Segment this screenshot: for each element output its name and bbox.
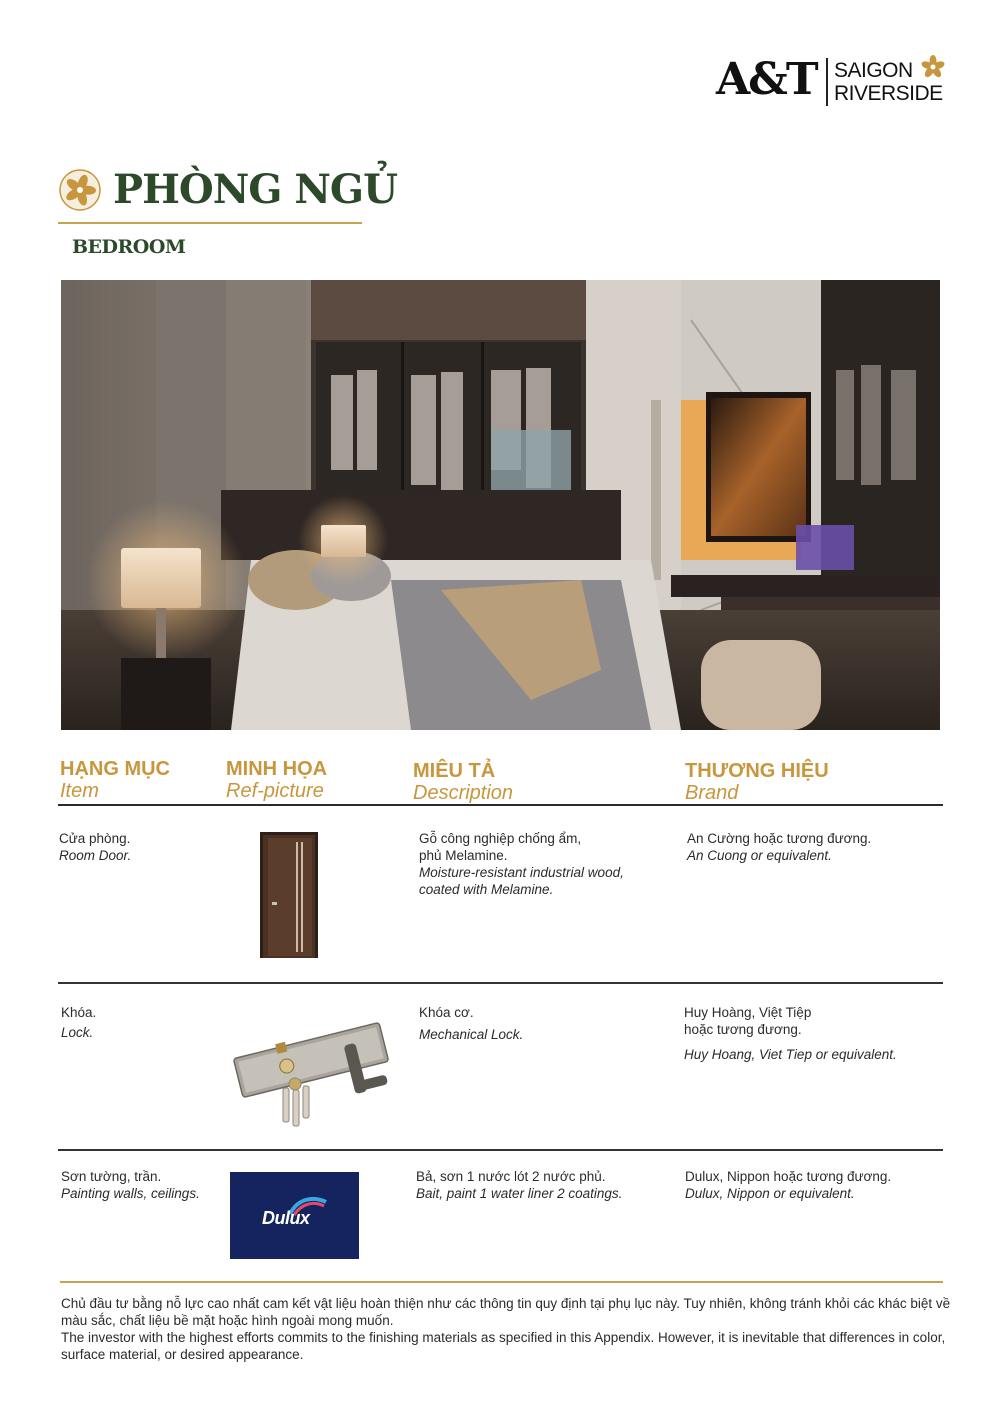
item-vn: Cửa phòng. [59,831,131,846]
table-row-door-brand [687,830,871,864]
item-en: Painting walls, ceilings. [61,1186,200,1201]
item-vn: Sơn tường, trần. [61,1169,162,1184]
header-brand-vn: THƯƠNG HIỆU [685,760,829,782]
table-row-door-description [419,830,624,898]
logo-line-2: RIVERSIDE [834,82,943,105]
row-divider [58,982,943,984]
logo-line-1: SAIGON [834,59,913,82]
desc-vn-line-1: Gỗ công nghiệp chống ẩm, [419,831,582,846]
lock-image [228,1000,396,1136]
header-description-en: Description [413,782,514,804]
footnote [61,1295,951,1363]
brand-vn: Dulux, Nippon hoặc tương đương. [685,1169,892,1184]
header-ref-picture-en: Ref-picture [226,780,324,802]
header-item [60,758,170,802]
footnote-en: The investor with the highest efforts commits to the finishing materials as specified in this Appendix. However, it is inevitable that differences in color, surface material, or desired appearance. [61,1330,946,1362]
item-en: Lock. [61,1025,94,1040]
item-vn: Khóa. [61,1005,97,1020]
logo-divider [826,58,828,106]
desc-en: Mechanical Lock. [419,1027,524,1042]
footnote-rule [60,1281,943,1283]
table-row-paint-description [416,1168,622,1202]
row-divider [58,1149,943,1151]
header-item-en: Item [60,780,99,802]
footnote-vn: Chủ đầu tư bằng nỗ lực cao nhất cam kết vật liệu hoàn thiện như các thông tin quy định tại phụ lục này. Tuy nhiên, không tránh khỏi các khác biệt về màu sắc, chất liệu bề mặt hoặc hình ngoài mong muốn. [61,1296,951,1328]
flower-badge-icon [58,168,102,212]
desc-vn: Khóa cơ. [419,1005,474,1020]
header-description [413,760,513,804]
flower-icon [920,54,946,80]
page-title: PHÒNG NGỦ [113,166,397,213]
dulux-logo [230,1172,359,1259]
brand-en: Dulux, Nippon or equivalent. [685,1186,855,1201]
bedroom-photo [61,280,940,730]
table-row-paint-brand [685,1168,891,1202]
header-brand-en: Brand [685,782,739,804]
desc-en-line-1: Moisture-resistant industrial wood, [419,865,624,880]
desc-vn-line-2: phủ Melamine. [419,848,508,863]
desc-en-line-2: coated with Melamine. [419,882,554,897]
header-description-vn: MIÊU TẢ [413,760,496,782]
table-header-rule [58,804,943,806]
desc-en: Bait, paint 1 water liner 2 coatings. [416,1186,623,1201]
brand-en: An Cuong or equivalent. [687,848,832,863]
table-row-door-item [59,830,131,864]
header-ref-picture [226,758,327,802]
page-subtitle: BEDROOM [72,236,186,258]
header-ref-picture-vn: MINH HỌA [226,758,328,780]
brand-en: Huy Hoang, Viet Tiep or equivalent. [684,1047,897,1062]
brand-vn: An Cường hoặc tương đương. [687,831,872,846]
item-en: Room Door. [59,848,132,863]
brand-logo [716,52,956,112]
title-underline [58,222,362,224]
header-item-vn: HẠNG MỤC [60,758,170,780]
desc-vn: Bả, sơn 1 nước lót 2 nước phủ. [416,1169,606,1184]
brand-vn-line-2: hoặc tương đương. [684,1022,802,1037]
table-row-lock-brand [684,1004,897,1063]
table-row-paint-item [61,1168,200,1202]
dulux-wordmark: Dulux [262,1208,310,1228]
header-brand [685,760,829,804]
door-image [260,832,318,958]
table-row-lock-description [419,1004,523,1043]
logo-mark: A&T [716,54,817,105]
brand-vn-line-1: Huy Hoàng, Việt Tiệp [684,1005,812,1020]
table-row-lock-item [61,1004,96,1041]
